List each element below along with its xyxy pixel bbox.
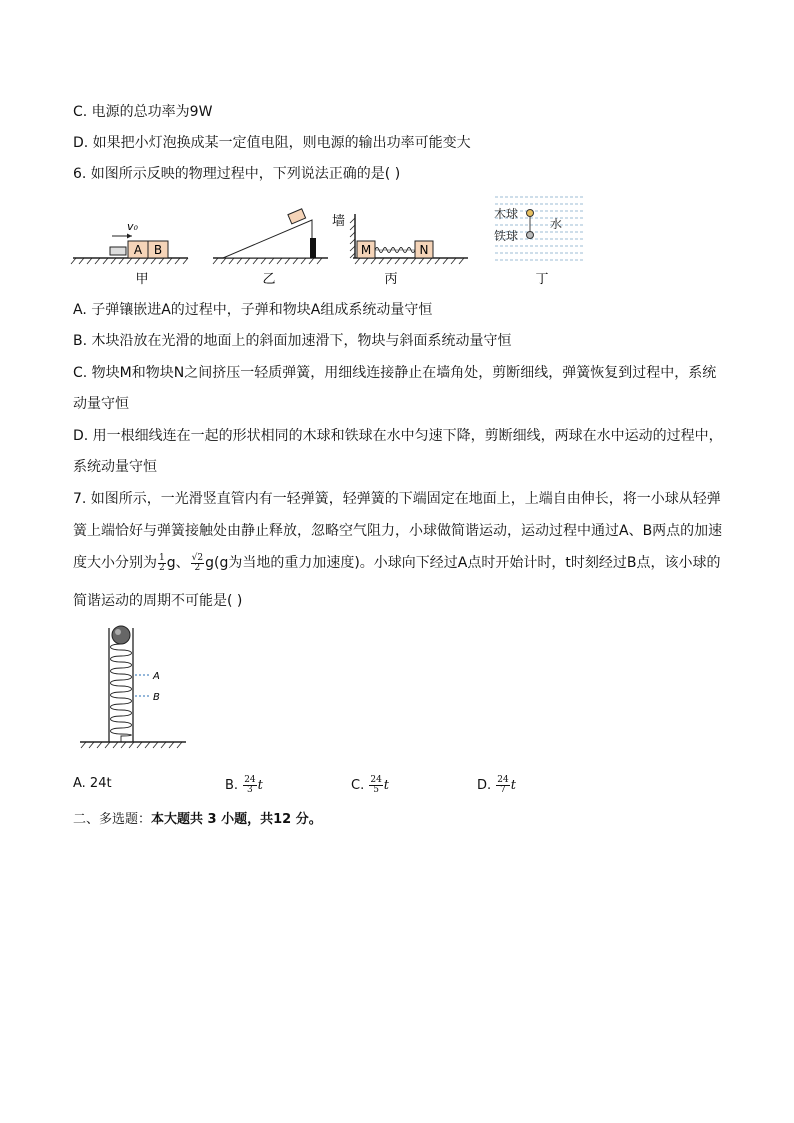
q6-option-a: A. 子弹镶嵌进A的过程中，子弹和物块A组成系统动量守恒 [73,302,433,318]
marker-a-label: A [153,671,160,682]
spring-coil [111,644,132,742]
q6-option-c-line1: C. 物块M和物块N之间挤压一轻质弹簧，用细线连接静止在墙角处，剪断细线，弹簧恢复到过程中，系统 [73,365,717,381]
label-b: B [153,243,163,257]
q7-option-c: C. $\frac{24}{5}$ t [351,775,390,795]
section-2-heading: 二、多选题：本大题共 3 小题，共12 分。 [73,812,322,827]
question-7-line4: 简谐运动的周期不可能是( ) [73,593,243,609]
question-6-figures [70,192,590,292]
caption-ding: 丁 [535,272,549,287]
label-iron-ball: 铁球 [494,229,519,243]
option-d-prev: D. 如果把小灯泡换成某一定值电阻，则电源的输出功率可能变大 [73,135,471,151]
label-v0: v₀ [127,220,138,233]
q6-option-b: B. 木块沿放在光滑的地面上的斜面加速滑下，物块与斜面系统动量守恒 [73,333,512,349]
label-wall: 墙 [332,214,346,229]
q6-option-d-line2: 系统动量守恒 [73,459,157,475]
question-7-line2: 簧上端恰好与弹簧接触处由静止释放，忽略空气阻力，小球做简谐运动，运动过程中通过A、B两点的加速 [73,523,723,539]
question-6-stem: 6. 如图所示反映的物理过程中，下列说法正确的是( ) [73,166,401,182]
block-on-incline [288,209,306,224]
wood-ball [527,210,534,217]
caption-bing: 丙 [384,272,398,287]
stopper [310,238,316,258]
iron-ball [527,232,534,239]
figure-jia [71,220,188,287]
question-7-line1: 7. 如图所示，一光滑竖直管内有一轻弹簧，轻弹簧的下端固定在地面上，上端自由伸长，将一小球从轻弹 [73,491,721,507]
option-c-prev: C. 电源的总功率为9W [73,104,213,120]
question-7-line3 [73,553,720,573]
q7-option-b: B. $\frac{24}{3}$ t [225,775,263,795]
label-a: A [133,243,143,257]
line3-text-a: 度大小分别为 [73,555,157,571]
incline [223,220,312,258]
q7-option-d: D. $\frac{24}{7}$ t [477,775,516,795]
line3-text-c: g(g为当地的重力加速度)。小球向下经过A点时开始计时，t时刻经过B点，该小球的 [205,555,721,571]
figure-ding [494,197,585,287]
caption-jia: 甲 [135,272,149,287]
figure-bing [332,213,468,287]
fraction-root2-half: $\frac{√2}{2}$ [191,552,204,573]
label-wood-ball: 木球 [494,207,519,221]
label-m: M [360,243,372,257]
label-n: N [419,243,429,257]
marker-b-label: B [153,692,160,703]
q6-option-c-line2: 动量守恒 [73,396,129,412]
q6-option-d-line1: D. 用一根细线连在一起的形状相同的木球和铁球在水中匀速下降，剪断细线，两球在水中运动的过程中， [73,428,723,444]
bullet [110,247,126,255]
label-water: 水 [550,217,563,231]
caption-yi: 乙 [262,272,276,287]
figure-yi [213,209,328,287]
fraction-one-half: $\frac{1}{2}$ [159,552,165,573]
line3-text-b: g、 [166,555,190,571]
question-7-figure [76,620,196,755]
q7-option-a: A. 24t [73,776,112,791]
ball [112,626,130,644]
